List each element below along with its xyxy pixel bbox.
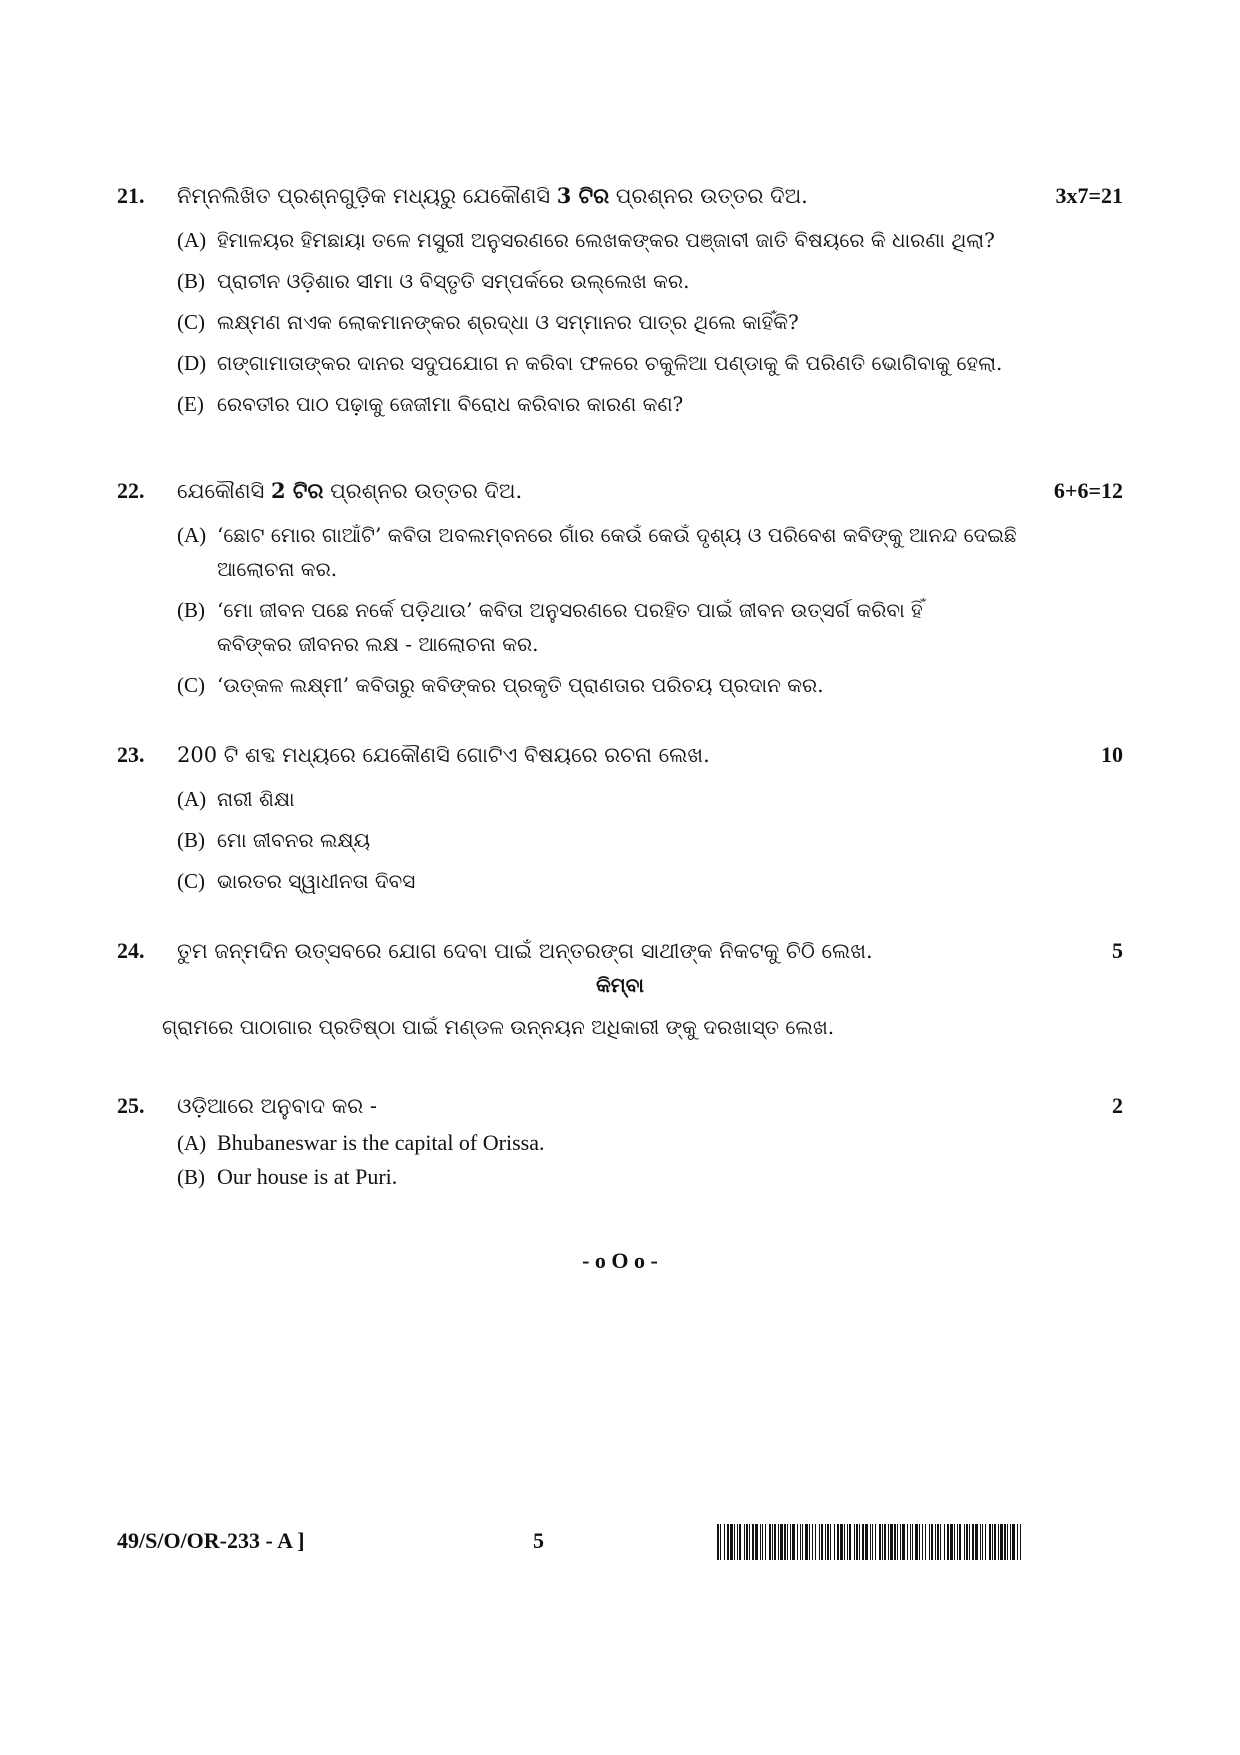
barcode-bar [787, 1524, 788, 1560]
barcode-bar [1004, 1524, 1006, 1560]
barcode-bar [870, 1524, 871, 1560]
barcode-bar [931, 1524, 933, 1560]
question-number: 23. [117, 742, 145, 767]
barcode-bar [856, 1524, 858, 1560]
barcode-bar [837, 1524, 839, 1560]
barcode-bar [982, 1524, 983, 1560]
barcode-bar [875, 1524, 876, 1560]
question-number: 24. [117, 938, 145, 963]
barcode-bar [890, 1524, 893, 1560]
sub-question: (A) Bhubaneswar is the capital of Orissa. [177, 1130, 545, 1155]
barcode-bar [1000, 1524, 1003, 1560]
question-24 [117, 931, 1123, 1061]
barcode-bar [805, 1524, 808, 1560]
barcode-bar [739, 1524, 741, 1560]
barcode-bar [910, 1524, 911, 1560]
barcode-bar [737, 1524, 738, 1560]
barcode-bar [815, 1524, 816, 1560]
question-marks: 2 [1112, 1093, 1123, 1118]
question-number: 25. [117, 1093, 145, 1118]
barcode-bar [969, 1524, 970, 1560]
barcode-bar [912, 1524, 913, 1560]
sub-question: (A) ‘ଛୋଟ ମୋର ଗାଆଁଟି’ କବିତା ଅବଲମ୍ବନରେ ଗାଁର କେଉଁ କେଉଁ ଦୃଶ୍ୟ ଓ ପରିବେଶ କବିଙ୍କୁ ଆନନ୍ଦ ଦେଇଛି ଆଲୋଚନା କର. [177, 523, 1017, 581]
barcode-bar [957, 1524, 958, 1560]
barcode-bar [1007, 1524, 1008, 1560]
barcode-bar [854, 1524, 855, 1560]
question-number: 21. [117, 183, 145, 208]
barcode-bar [760, 1524, 761, 1560]
barcode-bar [902, 1524, 905, 1560]
barcode-bar [849, 1524, 851, 1560]
barcode-bar [774, 1524, 776, 1560]
barcode-bar [865, 1524, 868, 1560]
barcode-bar [925, 1524, 926, 1560]
barcode-bar [947, 1524, 949, 1560]
barcode-bar [780, 1524, 783, 1560]
barcode-bar [717, 1524, 719, 1560]
barcode-bar [985, 1524, 986, 1560]
barcode-bar [859, 1524, 860, 1560]
barcode-bar [784, 1524, 786, 1560]
barcode-bar [765, 1524, 766, 1560]
barcode-bar [825, 1524, 826, 1560]
question-number: 22. [117, 478, 145, 503]
barcode-bar [959, 1524, 961, 1560]
sub-question: (A) ନାରୀ ଶିକ୍ଷା [177, 787, 295, 811]
barcode-bar [744, 1524, 745, 1560]
barcode-bar [819, 1524, 820, 1560]
barcode-bar [727, 1524, 729, 1560]
barcode-bar [989, 1524, 991, 1560]
barcode-bar [937, 1524, 939, 1560]
question-marks: 5 [1112, 938, 1123, 963]
barcode-bar [884, 1524, 886, 1560]
barcode-bar [762, 1524, 763, 1560]
barcode-bar [882, 1524, 883, 1560]
barcode-bar [720, 1524, 721, 1560]
barcode-bar [935, 1524, 936, 1560]
question-21 [117, 176, 1123, 421]
question-marks: 6+6=12 [1053, 478, 1123, 503]
barcode-bar [830, 1524, 831, 1560]
sub-question: (C) ‘ଉତ୍କଳ ଲକ୍ଷ୍ମୀ’ କବିତାରୁ କବିଙ୍କର ପ୍ରକୃତି ପ୍ରାଣତାର ପରିଚୟ ପ୍ରଦାନ କର. [177, 673, 824, 697]
barcode-bar [847, 1524, 848, 1560]
barcode-bar [821, 1524, 823, 1560]
question-marks: 3x7=21 [1055, 183, 1123, 208]
barcode-bar [752, 1524, 754, 1560]
barcode-bar [980, 1524, 981, 1560]
barcode-bar [966, 1524, 968, 1560]
end-marker: - o O o - [582, 1248, 658, 1273]
barcode-bar [950, 1524, 953, 1560]
barcode-bar [975, 1524, 978, 1560]
barcode-bar [797, 1524, 798, 1560]
sub-question: (B) Our house is at Puri. [177, 1164, 398, 1189]
barcode-bar [778, 1524, 779, 1560]
sub-question: (B) ‘ମୋ ଜୀବନ ପଛେ ନର୍କେ ପଡ଼ିଥାଉ’ କବିତା ଅନୁସରଣରେ ପରହିତ ପାଇଁ ଜୀବନ ଉତ୍ସର୍ଗ କରିବା ହିଁ କବିଙ୍କର ଜୀବନର ଲକ୍ଷ - ଆଲୋଚନା କର. [177, 598, 923, 656]
barcode-bar [730, 1524, 733, 1560]
barcode-bar [746, 1524, 748, 1560]
barcode-bar [972, 1524, 974, 1560]
barcode-bar [1010, 1524, 1011, 1560]
barcode-bar [994, 1524, 996, 1560]
sub-question: (C) ଭାରତର ସ୍ୱାଧୀନତା ଦିବସ [177, 869, 416, 893]
barcode-bar [1017, 1524, 1018, 1560]
barcode-bar [998, 1524, 999, 1560]
barcode-bar [802, 1524, 803, 1560]
barcode-bar [749, 1524, 750, 1560]
barcode-bar [724, 1524, 725, 1560]
alternative-question: ଗ୍ରାମରେ ପାଠାଗାର ପ୍ରତିଷ୍ଠା ପାଇଁ ମଣ୍ଡଳ ଉନ୍ନୟନ ଅଧିକାରୀ ଙ୍କୁ ଦରଖାସ୍ତ ଲେଖ. [162, 1015, 835, 1039]
barcode-bar [940, 1524, 941, 1560]
sub-question: (D) ଗଙ୍ଗାମାତାଙ୍କର ଦାନର ସଦୁପଯୋଗ ନ କରିବା ଫଳରେ ଚକୁଳିଆ ପଣ୍ଡାକୁ କି ପରିଣତି ଭୋଗିବାକୁ ହେଲା. [177, 351, 1003, 375]
barcode-bar [915, 1524, 918, 1560]
question-marks: 10 [1101, 742, 1123, 767]
or-separator: କିମ୍ବା [596, 973, 644, 997]
barcode-bar [769, 1524, 771, 1560]
barcode-bar [812, 1524, 813, 1560]
barcode-bar [872, 1524, 873, 1560]
barcode-bar [929, 1524, 930, 1560]
sub-question: (A) ହିମାଳୟର ହିମଛାୟା ତଳେ ମସୁରୀ ଅନୁସରଣରେ ଲେଖକଙ୍କର ପଞ୍ଜାବୀ ଜାତି ବିଷୟରେ କି ଧାରଣା ଥିଲା? [177, 228, 995, 252]
barcode-bar [834, 1524, 835, 1560]
question-22 [117, 471, 1123, 702]
barcode-bar [894, 1524, 896, 1560]
question-text: ଯେକୌଣସି 2 ଟିର ପ୍ରଶ୍ନର ଉତ୍ତର ଦିଅ. [177, 478, 523, 503]
barcode-bar [792, 1524, 795, 1560]
barcode-bar [944, 1524, 945, 1560]
question-text: ତୁମ ଜନ୍ମଦିନ ଉତ୍ସବରେ ଯୋଗ ଦେବା ପାଇଁ ଅନ୍ତରଙ୍ଗ ସାଥୀଙ୍କ ନିକଟକୁ ଚିଠି ଲେଖ. [177, 939, 873, 963]
barcode-bar [879, 1524, 881, 1560]
barcode-bar [844, 1524, 845, 1560]
barcode-bar [790, 1524, 791, 1560]
page-number: 5 [533, 1528, 544, 1553]
sub-question: (B) ପ୍ରାଚୀନ ଓଡ଼ିଶାର ସୀମା ଓ ବିସ୍ତୃତି ସମ୍ପର୍କରେ ଉଲ୍ଲେଖ କର. [177, 269, 690, 293]
barcode [717, 1524, 1022, 1560]
barcode-bar [964, 1524, 965, 1560]
sub-question: (E) ରେବତୀର ପାଠ ପଢ଼ାକୁ ଜେଜୀମା ବିରୋଧ କରିବାର କାରଣ କଣ? [177, 392, 684, 416]
barcode-bar [922, 1524, 923, 1560]
barcode-bar [734, 1524, 735, 1560]
question-text: ଓଡ଼ିଆରେ ଅନୁବାଦ କର - [177, 1094, 377, 1118]
barcode-bar [755, 1524, 758, 1560]
barcode-bar [919, 1524, 920, 1560]
barcode-bar [900, 1524, 901, 1560]
barcode-bar [897, 1524, 898, 1560]
barcode-bar [800, 1524, 801, 1560]
question-text: 200 ଟି ଶବ୍ଦ ମଧ୍ୟରେ ଯେକୌଣସି ଗୋଟିଏ ବିଷୟରେ ରଚନା ଲେଖ. [177, 743, 710, 767]
barcode-bar [809, 1524, 810, 1560]
sub-question: (C) ଲକ୍ଷ୍ମଣ ନାଏକ ଲୋକମାନଙ୍କର ଶ୍ରଦ୍ଧା ଓ ସମ୍ମାନର ପାତ୍ର ଥିଲେ କାହିଁକି? [177, 310, 799, 334]
question-25 [117, 1086, 1123, 1194]
barcode-bar [1012, 1524, 1015, 1560]
barcode-bar [840, 1524, 843, 1560]
barcode-bar [954, 1524, 955, 1560]
barcode-bar [1020, 1524, 1021, 1560]
barcode-bar [862, 1524, 864, 1560]
sub-question: (B) ମୋ ଜୀବନର ଲକ୍ଷ୍ୟ [177, 828, 371, 852]
barcode-bar [888, 1524, 889, 1560]
barcode-bar [907, 1524, 908, 1560]
paper-code: 49/S/O/OR-233 - A ] [117, 1528, 305, 1553]
question-23 [117, 735, 1123, 898]
question-text: ନିମ୍ନଲିଖିତ ପ୍ରଶ୍ନଗୁଡ଼ିକ ମଧ୍ୟରୁ ଯେକୌଣସି 3 ଟିର ପ୍ରଶ୍ନର ଉତ୍ତର ଦିଅ. [177, 183, 808, 208]
barcode-bar [992, 1524, 993, 1560]
barcode-bar [772, 1524, 773, 1560]
barcode-bar [827, 1524, 829, 1560]
